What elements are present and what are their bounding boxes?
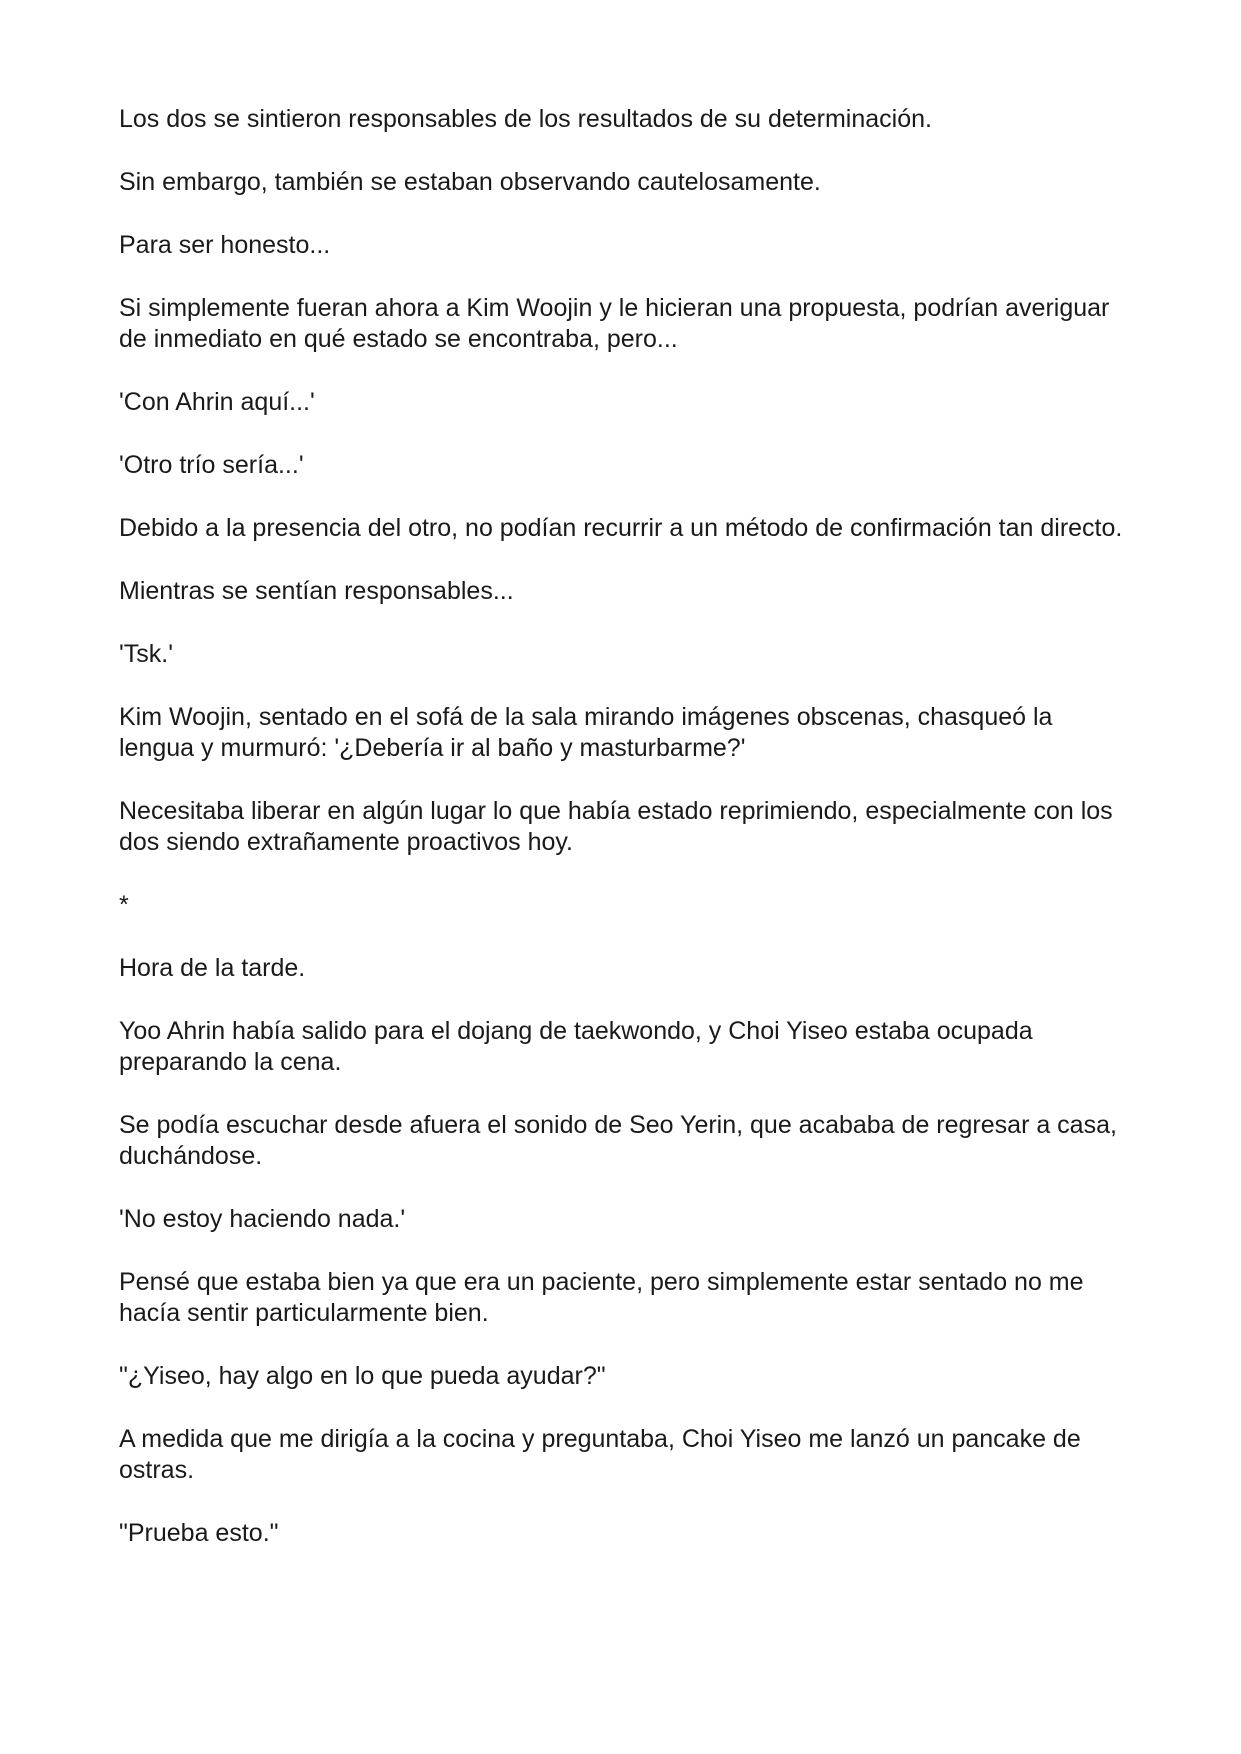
paragraph-14: Se podía escuchar desde afuera el sonido de Seo Yerin, que acababa de regresar a casa, duchándose.	[119, 1111, 1117, 1170]
paragraph-1: Los dos se sintieron responsables de los resultados de su determinación.	[119, 105, 932, 133]
paragraph-2: Sin embargo, también se estaban observando cautelosamente.	[119, 168, 821, 196]
paragraph-10: Kim Woojin, sentado en el sofá de la sala mirando imágenes obscenas, chasqueó la lengua y murmuró: '¿Debería ir al baño y masturbarme?'	[119, 703, 1053, 762]
paragraph-9: 'Tsk.'	[119, 640, 173, 668]
paragraph-4: Si simplemente fueran ahora a Kim Woojin y le hicieran una propuesta, podrían averiguar de inmediato en qué estado se encontraba, pero...	[119, 294, 1110, 353]
paragraph-6: 'Otro trío sería...'	[119, 451, 304, 479]
paragraph-3: Para ser honesto...	[119, 231, 331, 259]
paragraph-11: Necesitaba liberar en algún lugar lo que había estado reprimiendo, especialmente con los dos siendo extrañamente proactivos hoy.	[119, 797, 1113, 856]
paragraph-8: Mientras se sentían responsables...	[119, 577, 514, 605]
document-body	[119, 104, 1129, 1549]
paragraph-16: Pensé que estaba bien ya que era un paciente, pero simplemente estar sentado no me hacía sentir particularmente bien.	[119, 1268, 1084, 1327]
paragraph-19: "Prueba esto."	[119, 1519, 279, 1547]
paragraph-12: Hora de la tarde.	[119, 954, 306, 982]
paragraph-15: 'No estoy haciendo nada.'	[119, 1205, 406, 1233]
paragraph-7: Debido a la presencia del otro, no podían recurrir a un método de confirmación tan directo.	[119, 514, 1123, 542]
paragraph-5: 'Con Ahrin aquí...'	[119, 388, 315, 416]
section-break: *	[119, 891, 129, 919]
paragraph-13: Yoo Ahrin había salido para el dojang de taekwondo, y Choi Yiseo estaba ocupada preparando la cena.	[119, 1017, 1033, 1076]
paragraph-18: A medida que me dirigía a la cocina y preguntaba, Choi Yiseo me lanzó un pancake de ostras.	[119, 1425, 1081, 1484]
paragraph-17: "¿Yiseo, hay algo en lo que pueda ayudar?"	[119, 1362, 606, 1390]
